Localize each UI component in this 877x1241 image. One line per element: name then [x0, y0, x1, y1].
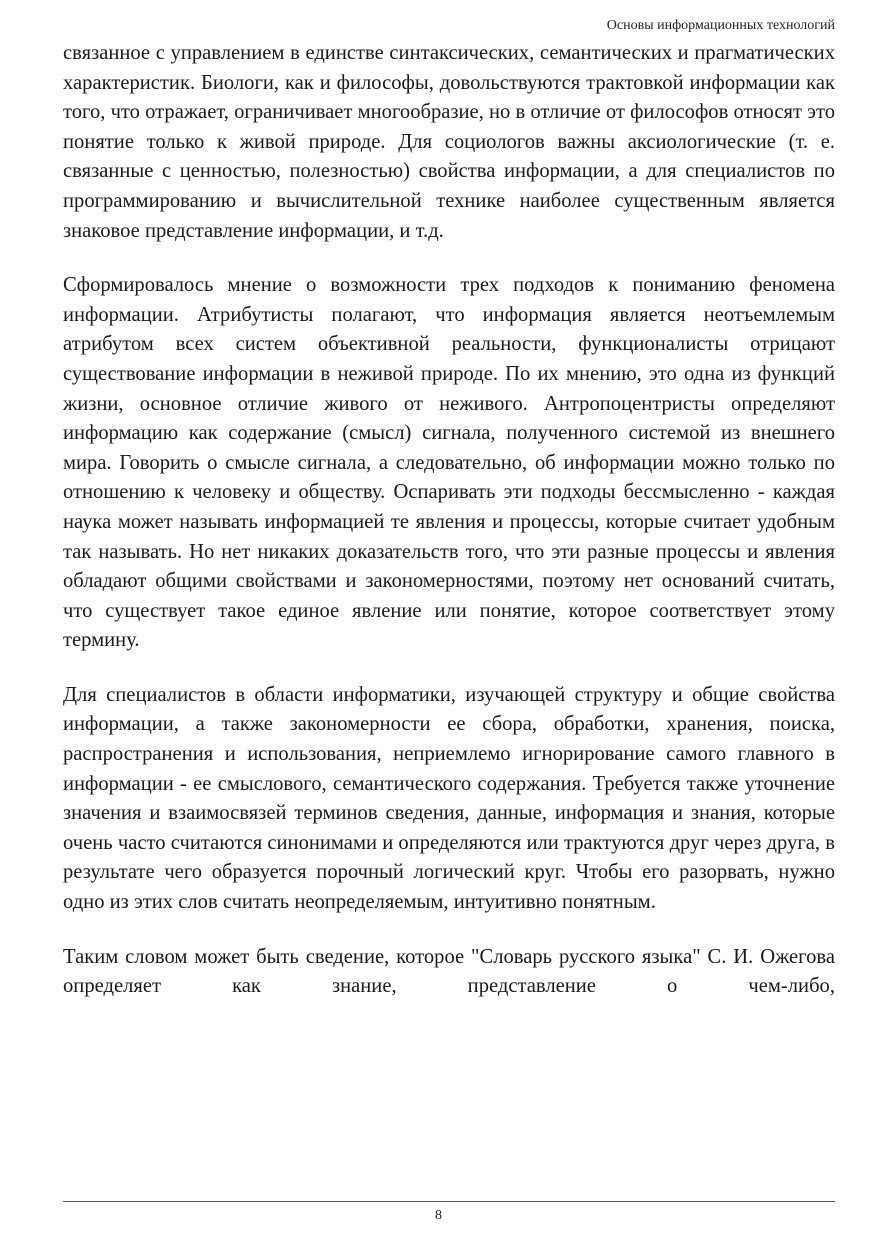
body-paragraph-4: Таким словом может быть сведение, которое "Словарь русского языка" С. И. Ожегова определяет как знание, представление о чем-либо, — [63, 945, 835, 998]
body-paragraph-1: связанное с управлением в единстве синтаксических, семантических и прагматических характеристик. Биологи, как и философы, довольствуются трактовкой информации как того, что отражает, ограничивает многообразие, но в отличие от философов относят это понятие только к живой природе. Для социологов важны аксиологические (т. е. связанные с ценностью, полезностью) свойства информации, а для специалистов по программированию и вычислительной технике наиболее существенным является знаковое представление информации, и т.д. — [63, 42, 835, 242]
page-body — [63, 39, 835, 1002]
running-header: Основы информационных технологий — [606, 18, 835, 33]
body-paragraph-2: Сформировалось мнение о возможности трех подходов к пониманию феномена информации. Атрибутисты полагают, что информация является неотъемлемым атрибутом всех систем объективной реальности, функционалисты отрицают существование информации в неживой природе. По их мнению, это одна из функций жизни, основное отличие живого от неживого. Антропоцентристы определяют информацию как содержание (смысл) сигнала, полученного системой из внешнего мира. Говорить о смысле сигнала, а следовательно, об информации можно только по отношению к человеку и обществу. Оспаривать эти подходы бессмысленно - каждая наука может называть информацией те явления и процессы, которые считает удобным так называть. Но нет никаких доказательств того, что эти разные процессы и явления обладают общими свойствами и закономерностями, поэтому нет оснований считать, что существует такое единое явление или понятие, которое соответствует этому термину. — [63, 274, 835, 652]
footer-divider — [63, 1201, 835, 1202]
body-paragraph-3: Для специалистов в области информатики, изучающей структуру и общие свойства информации, а также закономерности ее сбора, обработки, хранения, поиска, распространения и использования, неприемлемо игнорирование самого главного в информации - ее смыслового, семантического содержания. Требуется также уточнение значения и взаимосвязей терминов сведения, данные, информация и знания, которые очень часто считаются синонимами и определяются или трактуются друг через друга, в результате чего образуется порочный логический круг. Чтобы его разорвать, нужно одно из этих слов считать неопределяемым, интуитивно понятным. — [63, 683, 835, 914]
page-number: 8 — [435, 1208, 442, 1223]
